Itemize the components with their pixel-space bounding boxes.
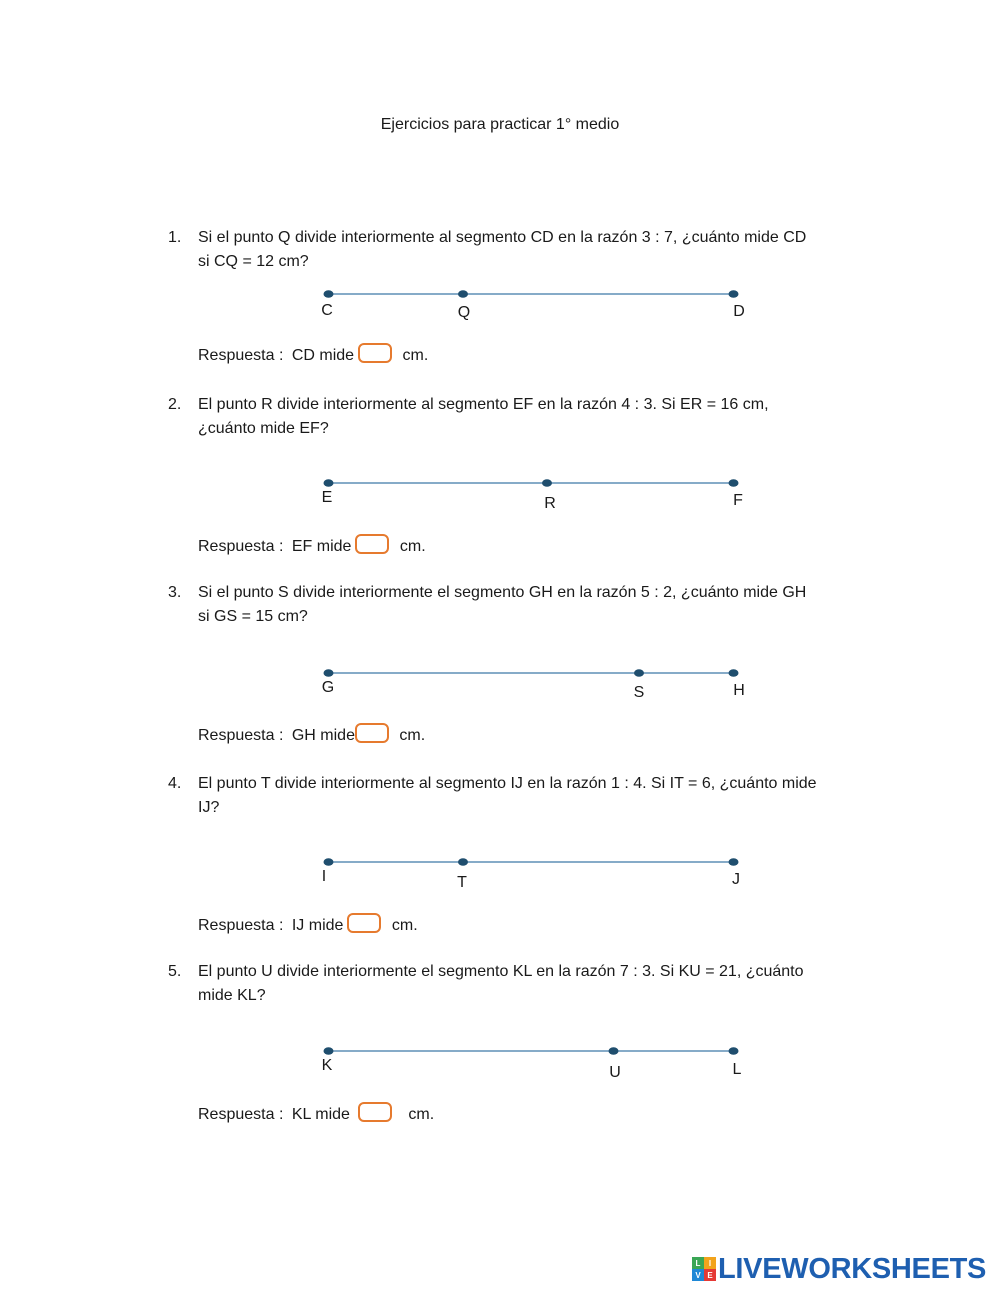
question-text: Si el punto S divide interiormente el segmento GH en la razón 5 : 2, ¿cuánto mide GH si GS = 15 cm?	[198, 584, 807, 625]
point-marker	[324, 669, 334, 677]
point-label: R	[544, 495, 556, 512]
question-number: 5.	[168, 963, 182, 980]
point-label: U	[609, 1064, 621, 1081]
point-marker	[634, 669, 644, 677]
point-label: Q	[457, 304, 471, 321]
question-2	[168, 393, 868, 441]
answer-input-box[interactable]	[347, 913, 381, 933]
segment-diagram-2	[300, 475, 770, 525]
answer-row-3: Respuesta : GH mide cm.	[198, 723, 425, 749]
point-marker	[729, 858, 739, 866]
question-number: 4.	[168, 775, 182, 792]
question-text: El punto R divide interiormente al segmento EF en la razón 4 : 3. Si ER = 16 cm, ¿cuánto mide EF?	[198, 396, 769, 437]
segment-diagram-5	[300, 1043, 770, 1093]
question-text: Si el punto Q divide interiormente al segmento CD en la razón 3 : 7, ¿cuánto mide CD si CQ = 12 cm?	[198, 229, 807, 270]
segment-diagram-3	[300, 665, 770, 715]
answer-input-box[interactable]	[355, 534, 389, 554]
point-label: S	[633, 684, 645, 701]
page-title: Ejercicios para practicar 1° medio	[380, 116, 620, 133]
point-marker	[458, 858, 468, 866]
question-1	[168, 226, 868, 274]
question-number: 2.	[168, 396, 182, 413]
liveworksheets-logo	[692, 1254, 986, 1284]
point-label: I	[321, 868, 327, 885]
point-marker	[458, 290, 468, 298]
point-label: T	[457, 874, 467, 891]
point-marker	[609, 1047, 619, 1055]
point-label: D	[733, 303, 745, 320]
question-number: 3.	[168, 584, 182, 601]
point-label: E	[321, 489, 333, 506]
point-marker	[324, 858, 334, 866]
point-label: J	[732, 871, 740, 888]
point-marker	[542, 479, 552, 487]
question-number: 1.	[168, 229, 182, 246]
point-label: L	[732, 1061, 742, 1078]
segment-diagram-1	[300, 286, 770, 336]
answer-input-box[interactable]	[355, 723, 389, 743]
point-marker	[729, 479, 739, 487]
point-label: C	[321, 302, 333, 319]
answer-row-4: Respuesta : IJ mide cm.	[198, 913, 418, 939]
question-text: El punto U divide interiormente el segmento KL en la razón 7 : 3. Si KU = 21, ¿cuánto mide KL?	[198, 963, 804, 1004]
point-marker	[324, 290, 334, 298]
answer-row-5: Respuesta : KL mide cm.	[198, 1102, 434, 1128]
question-4	[168, 772, 868, 820]
question-5	[168, 960, 868, 1008]
point-marker	[729, 669, 739, 677]
question-text: El punto T divide interiormente al segmento IJ en la razón 1 : 4. Si IT = 6, ¿cuánto mide IJ?	[198, 775, 817, 816]
question-3	[168, 581, 868, 629]
logo-text: LIVEWORKSHEETS	[718, 1252, 987, 1285]
point-label: K	[321, 1057, 333, 1074]
answer-input-box[interactable]	[358, 343, 392, 363]
point-marker	[324, 1047, 334, 1055]
answer-input-box[interactable]	[358, 1102, 392, 1122]
point-label: F	[733, 492, 743, 509]
segment-diagram-4	[300, 854, 770, 904]
liveworksheets-logo-icon: L I V E	[692, 1257, 716, 1281]
answer-row-1: Respuesta : CD mide cm.	[198, 343, 428, 369]
point-marker	[729, 1047, 739, 1055]
point-marker	[324, 479, 334, 487]
answer-row-2: Respuesta : EF mide cm.	[198, 534, 426, 560]
point-label: H	[733, 682, 745, 699]
point-marker	[729, 290, 739, 298]
point-label: G	[321, 679, 335, 696]
